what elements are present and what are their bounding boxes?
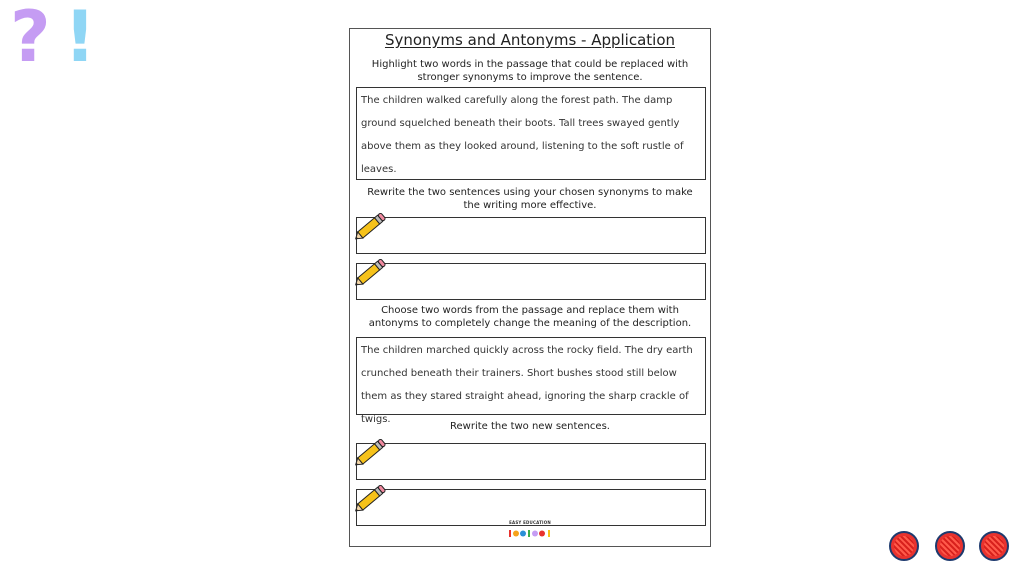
pencil-icon	[354, 209, 388, 243]
instruction-antonyms: Choose two words from the passage and replace them with antonyms to completely change the meaning of the description.	[368, 305, 692, 329]
instruction-highlight: Highlight two words in the passage that could be replaced with stronger synonyms to improve the sentence.	[371, 59, 689, 83]
pencil-icon	[354, 481, 388, 515]
exclamation-mark-icon: !	[64, 0, 96, 78]
worksheet-title: Synonyms and Antonyms - Application	[384, 31, 676, 49]
navigation-dots	[889, 531, 1013, 563]
pencil-icon	[354, 435, 388, 469]
passage-original: The children walked carefully along the forest path. The damp ground squelched beneath their boots. Tall trees swayed gently above them as they looked around, listening to the soft rustle of leaves.	[356, 87, 706, 180]
answer-box-synonym-2[interactable]	[356, 263, 706, 300]
brand-mark-icon	[508, 529, 552, 538]
instruction-rewrite-synonyms: Rewrite the two sentences using your chosen synonyms to make the writing more effective.	[367, 187, 693, 211]
nav-dot-icon[interactable]	[935, 531, 965, 561]
worksheet	[349, 28, 711, 547]
nav-dot-icon[interactable]	[979, 531, 1009, 561]
nav-dot-icon[interactable]	[889, 531, 919, 561]
passage-antonym: The children marched quickly across the rocky field. The dry earth crunched beneath their trainers. Short bushes stood still below them as they stared straight ahead, ignoring the sharp crackle of twigs.	[356, 337, 706, 415]
pencil-icon	[354, 255, 388, 289]
question-mark-icon: ?	[10, 0, 51, 78]
footer-logo	[350, 520, 710, 543]
answer-box-antonym-1[interactable]	[356, 443, 706, 480]
instruction-rewrite-new: Rewrite the two new sentences.	[450, 421, 610, 432]
answer-box-synonym-1[interactable]	[356, 217, 706, 254]
footer-brand: EASY EDUCATION	[509, 520, 551, 525]
corner-logo	[10, 0, 100, 84]
